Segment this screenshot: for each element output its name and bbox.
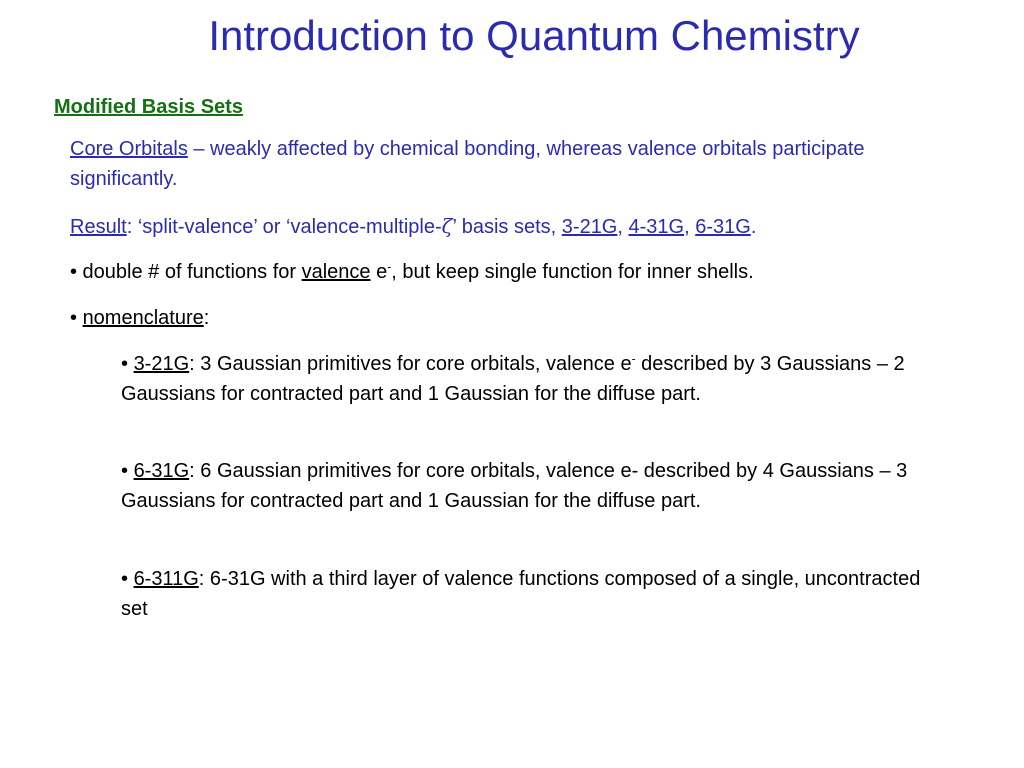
- nomenclature-term: nomenclature: [82, 307, 204, 329]
- sub-bullet-text: : 3 Gaussian primitives for core orbitals, valence e: [189, 353, 632, 375]
- sub-bullet-6-311g: [121, 564, 941, 624]
- separator: ,: [617, 216, 629, 238]
- sub-bullet-6-31g: [121, 456, 951, 516]
- bullet-double-functions: [70, 257, 970, 287]
- basis-set-4-31g: 4-31G: [628, 216, 685, 238]
- separator: ,: [684, 216, 696, 238]
- superscript-minus: -: [631, 351, 636, 366]
- sub-bullet-term: 3-21G: [133, 353, 190, 375]
- bullet-text: e: [370, 261, 388, 283]
- bullet-prefix: •: [121, 353, 134, 375]
- section-heading: Modified Basis Sets: [54, 96, 243, 118]
- sub-bullet-3-21g: [121, 349, 966, 409]
- superscript-minus: -: [387, 259, 392, 274]
- sub-bullet-text: described by 3 Gaussians – 2 Gaussians for contracted part and 1 Gaussian for the diffuse part.: [121, 353, 905, 405]
- slide-title: Introduction to Quantum Chemistry: [208, 12, 860, 59]
- core-orbitals-term: Core Orbitals: [70, 138, 188, 160]
- sub-bullet-term: 6-311G: [133, 568, 199, 590]
- basis-set-6-31g: 6-31G: [695, 216, 751, 238]
- bullet-prefix: •: [70, 307, 83, 329]
- result-paragraph: [70, 211, 970, 242]
- bullet-prefix: •: [121, 568, 134, 590]
- result-term: Result: [70, 216, 127, 238]
- result-text-2: ’ basis sets,: [452, 216, 562, 238]
- bullet-prefix: •: [121, 460, 134, 482]
- sub-bullet-text: : 6 Gaussian primitives for core orbitals, valence e- described by 4 Gaussians – 3 Gaussians for contracted part and 1 Gaussian for the diffuse part.: [121, 460, 908, 512]
- core-orbitals-paragraph: [70, 134, 900, 194]
- result-end: .: [750, 216, 757, 238]
- result-text: : ‘split-valence’ or ‘valence-multiple-: [126, 216, 442, 238]
- bullet-text: , but keep single function for inner shells.: [391, 261, 754, 283]
- bullet-text: • double # of functions for: [70, 261, 302, 283]
- bullet-suffix: :: [203, 307, 210, 329]
- sub-bullet-term: 6-31G: [133, 460, 190, 482]
- bullet-nomenclature: [70, 303, 370, 333]
- core-orbitals-text: – weakly affected by chemical bonding, whereas valence orbitals participate significantly.: [70, 138, 865, 190]
- zeta-symbol: ζ: [441, 214, 453, 238]
- valence-term: valence: [301, 261, 371, 283]
- sub-bullet-text: : 6-31G with a third layer of valence functions composed of a single, uncontracted set: [121, 568, 921, 620]
- basis-set-3-21g: 3-21G: [561, 216, 618, 238]
